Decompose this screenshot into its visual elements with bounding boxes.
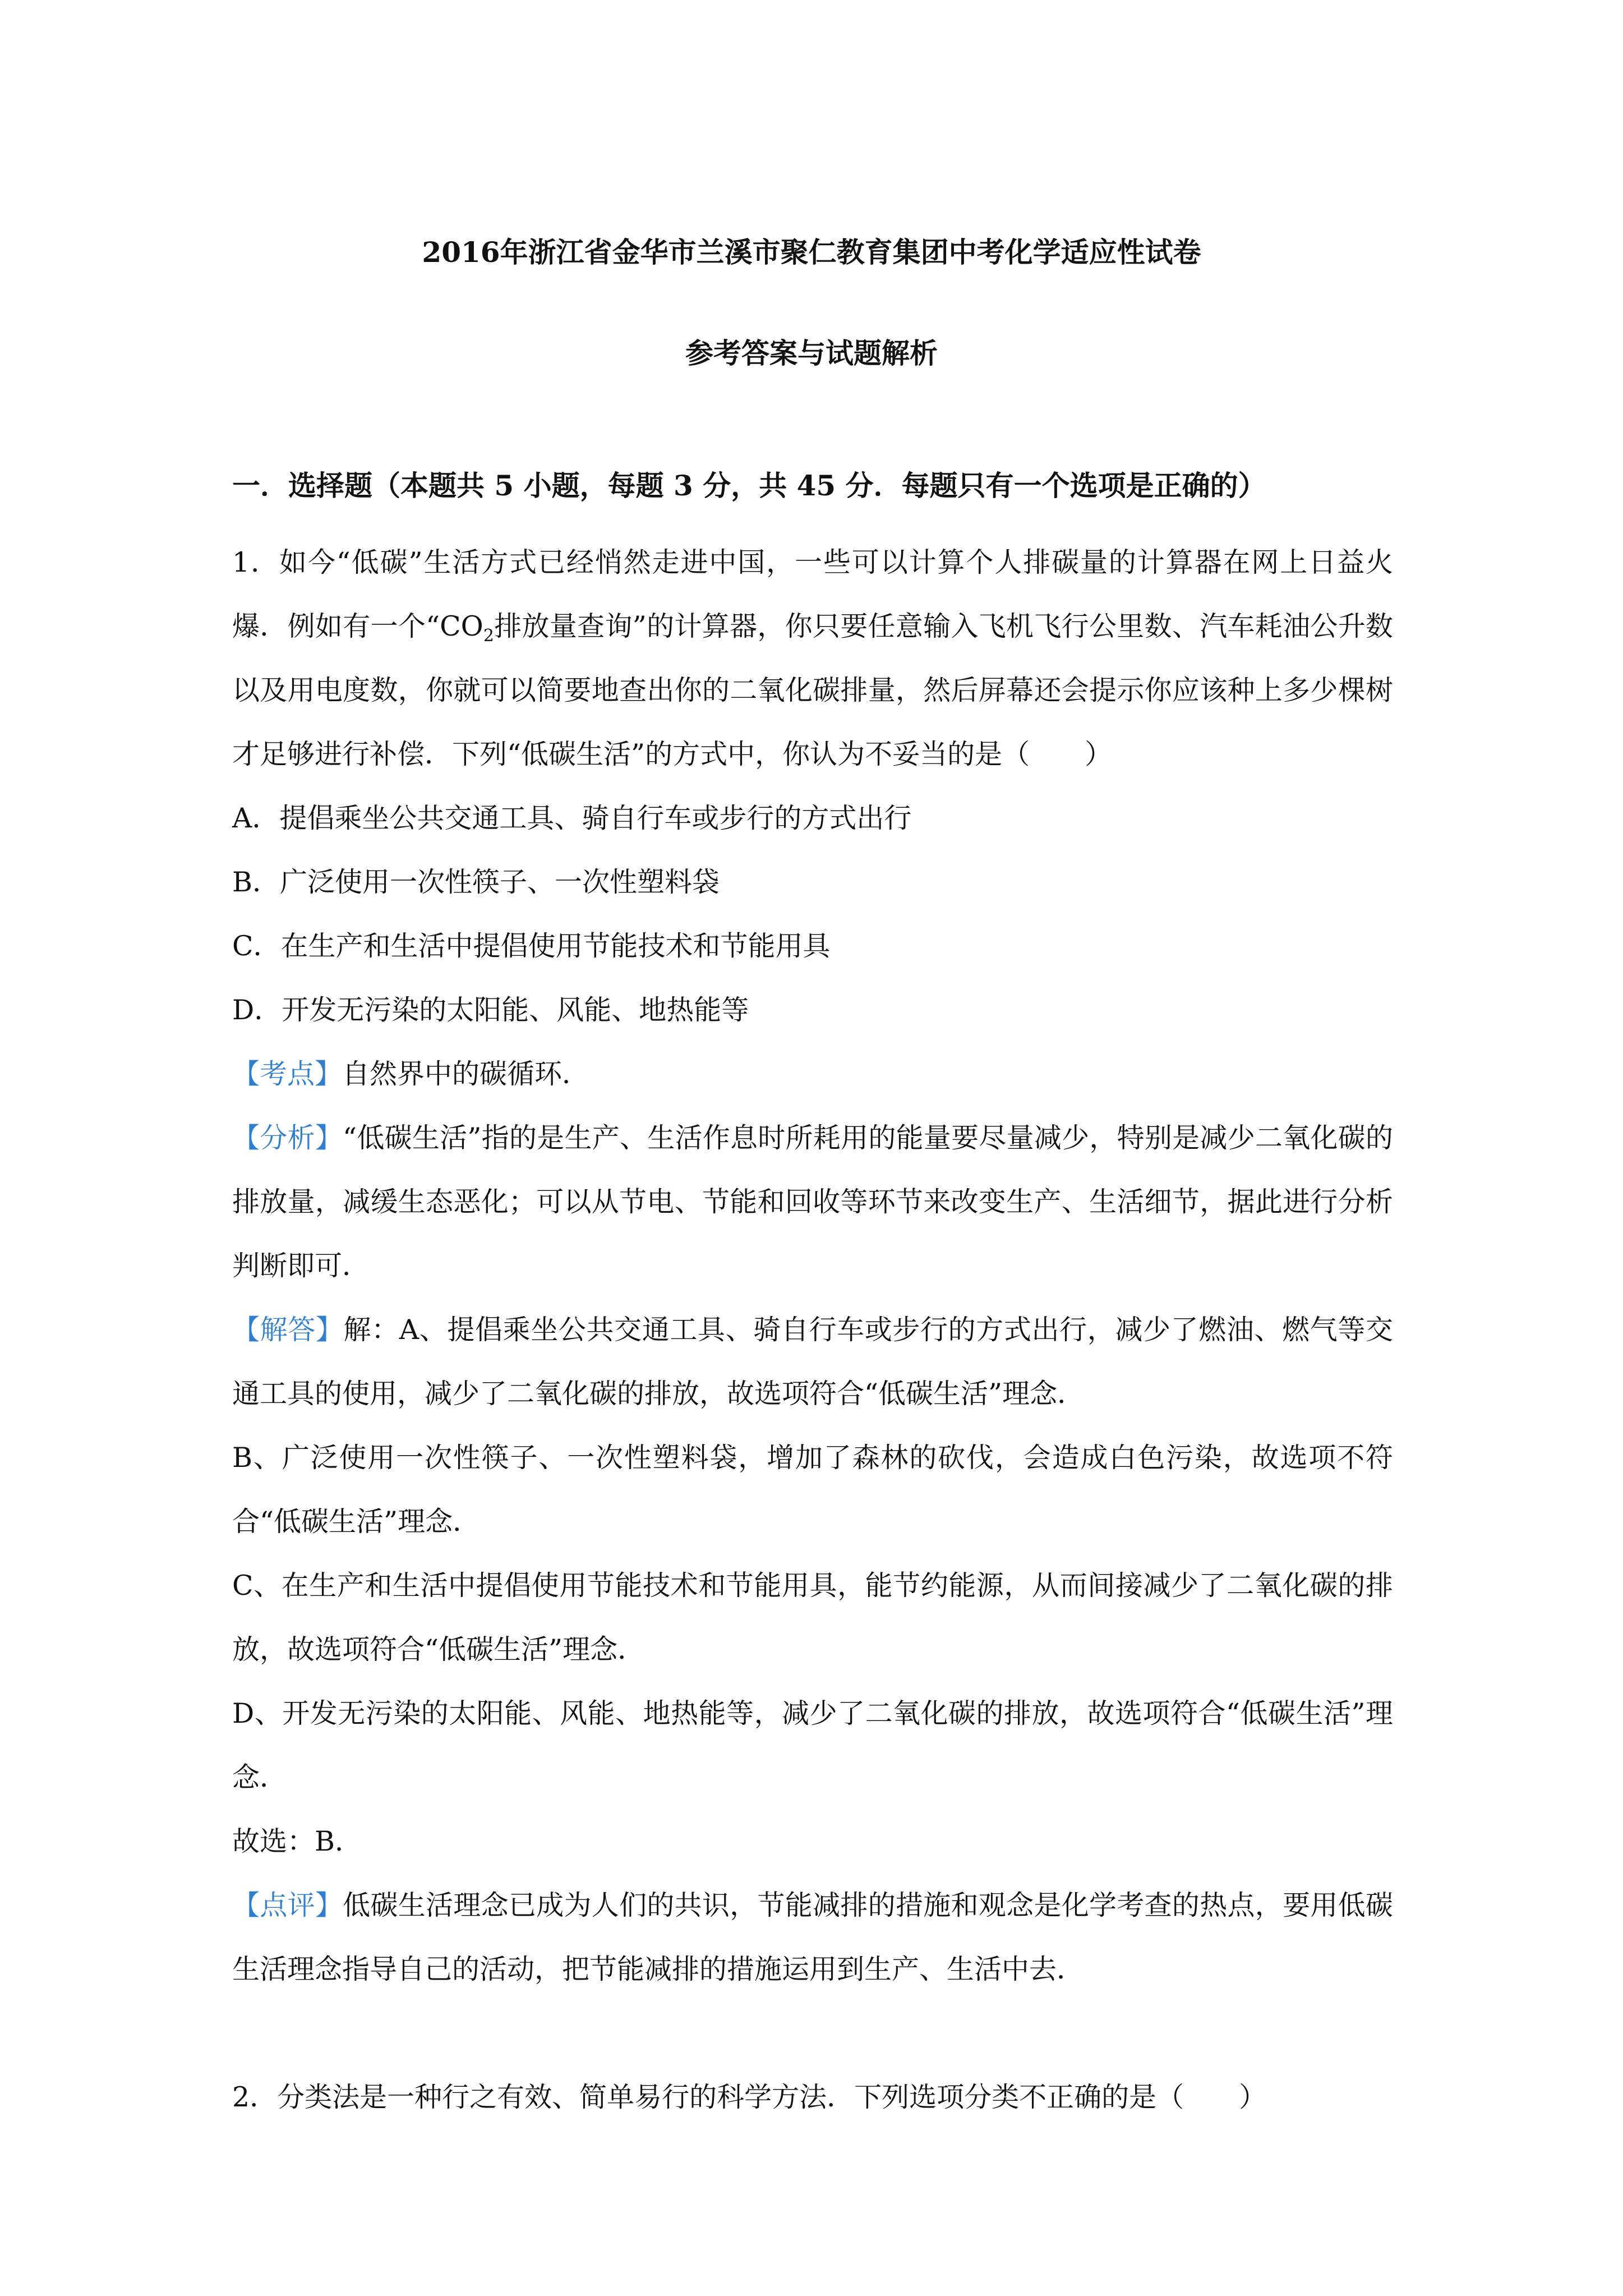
document-title: 2016年浙江省金华市兰溪市聚仁教育集团中考化学适应性试卷 bbox=[422, 236, 1201, 269]
document-subtitle: 参考答案与试题解析 bbox=[685, 337, 938, 370]
analysis-c: C、在生产和生活中提倡使用节能技术和节能用具，能节约能源，从而间接减少了二氧化碳的排放，故选项符合“低碳生活”理念． bbox=[232, 1570, 1393, 1665]
section-heading: 一．选择题（本题共 5 小题，每题 3 分，共 45 分．每题只有一个选项是正确的） bbox=[232, 469, 1266, 502]
fenxi-tag: 【分析】 bbox=[232, 1122, 343, 1154]
dianping-block bbox=[232, 1874, 1393, 2001]
question-body bbox=[232, 531, 1393, 2129]
kaodian-tag: 【考点】 bbox=[232, 1058, 343, 1090]
question-1-stem bbox=[232, 531, 1393, 786]
question-1-stem-part-1: 1．如今“低碳”生活方式已经悄然走进中国，一些可以计算个人排碳量的计算器在网上日益火爆．例如有一个“CO bbox=[232, 546, 1393, 642]
option-a: A．提倡乘坐公共交通工具、骑自行车或步行的方式出行 bbox=[232, 802, 912, 834]
option-c: C．在生产和生活中提倡使用节能技术和节能用具 bbox=[232, 930, 831, 962]
analysis-b: B、广泛使用一次性筷子、一次性塑料袋，增加了森林的砍伐，会造成白色污染，故选项不符合“低碳生活”理念． bbox=[232, 1442, 1393, 1538]
kaodian-block bbox=[232, 1042, 1393, 1106]
dianping-tag: 【点评】 bbox=[232, 1889, 343, 1921]
jieda-tag: 【解答】 bbox=[232, 1314, 344, 1346]
kaodian-text: 自然界中的碳循环． bbox=[342, 1058, 590, 1090]
option-b: B．广泛使用一次性筷子、一次性塑料袋 bbox=[232, 866, 720, 898]
option-d: D．开发无污染的太阳能、风能、地热能等 bbox=[232, 994, 749, 1026]
question-2-stem: 2．分类法是一种行之有效、简单易行的科学方法．下列选项分类不正确的是（ ） bbox=[232, 2081, 1267, 2113]
fenxi-text: “低碳生活”指的是生产、生活作息时所耗用的能量要尽量减少，特别是减少二氧化碳的排放量，减缓生态恶化；可以从节电、节能和回收等环节来改变生产、生活细节，据此进行分析判断即可． bbox=[232, 1122, 1393, 1282]
fenxi-block bbox=[232, 1106, 1393, 1298]
analysis-d: D、开发无污染的太阳能、风能、地热能等，减少了二氧化碳的排放，故选项符合“低碳生活”理念． bbox=[232, 1697, 1393, 1793]
dianping-text: 低碳生活理念已成为人们的共识，节能减排的措施和观念是化学考查的热点，要用低碳生活理念指导自己的活动，把节能减排的措施运用到生产、生活中去． bbox=[232, 1889, 1393, 1985]
answer-line: 故选：B． bbox=[232, 1825, 363, 1857]
jieda-block bbox=[232, 1298, 1393, 1426]
question-1-stem-part-2: 排放量查询”的计算器，你只要任意输入飞机飞行公里数、汽车耗油公升数以及用电度数，你就可以简要地查出你的二氧化碳排量，然后屏幕还会提示你应该种上多少棵树才足够进行补偿．下列“低碳生活”的方式中，你认为不妥当的是（ ） bbox=[232, 610, 1393, 770]
spacer bbox=[232, 2001, 1393, 2065]
co2-subscript: 2 bbox=[483, 626, 494, 646]
jieda-text: 解：A、提倡乘坐公共交通工具、骑自行车或步行的方式出行，减少了燃油、燃气等交通工具的使用，减少了二氧化碳的排放，故选项符合“低碳生活”理念． bbox=[232, 1314, 1393, 1410]
